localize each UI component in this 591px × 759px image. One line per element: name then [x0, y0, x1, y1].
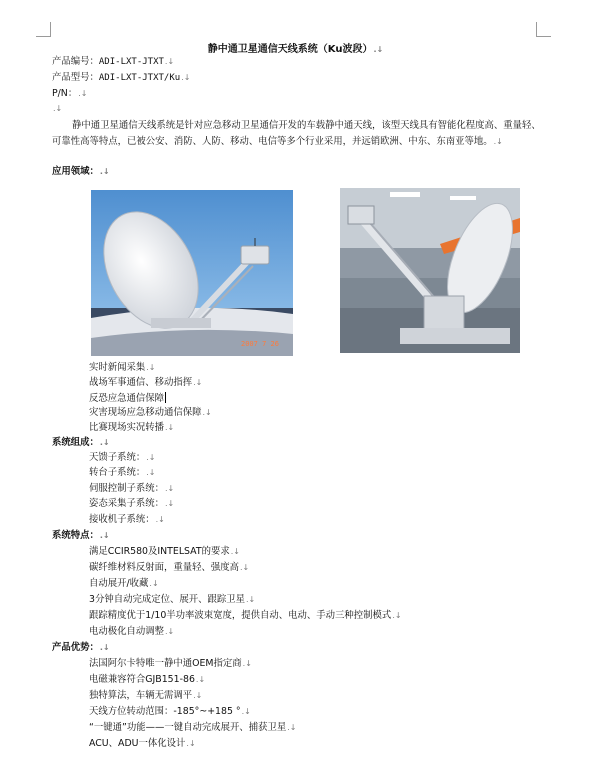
list-item: 灾害现场应急移动通信保障.↓: [89, 407, 212, 418]
field-product-number: 产品编号：ADI-LXT-JTXT.↓: [52, 56, 175, 67]
list-item: 3分钟自动完成定位、展开、跟踪卫星.↓: [89, 594, 256, 605]
page-corner-mark: [36, 22, 51, 37]
list-item: 战场军事通信、移动指挥.↓: [89, 377, 203, 388]
section-heading-applications: 应用领域：.↓: [52, 166, 110, 177]
list-item: 天线方位转动范围：-185°~+185 °.↓: [89, 706, 251, 717]
field-pn: P/N：.↓: [52, 88, 88, 99]
photo-timestamp: 2007 7 26: [241, 340, 279, 348]
list-item: 独特算法，车辆无需调平.↓: [89, 690, 203, 701]
list-item: 满足CCIR580及INTELSAT的要求.↓: [89, 546, 240, 557]
list-item: ACU、ADU一体化设计.↓: [89, 738, 196, 749]
list-item: 天馈子系统：.↓: [89, 452, 156, 463]
list-item: 跟踪精度优于1/10半功率波束宽度，提供自动、电动、手动三种控制模式.↓: [89, 610, 402, 621]
list-item: “一键通”功能——一键自动完成展开、捕获卫星.↓: [89, 722, 297, 733]
antenna-photo-workshop: [340, 188, 520, 353]
list-item: 碳纤维材料反射面，重量轻、强度高.↓: [89, 562, 250, 573]
list-item: 自动展开/收藏.↓: [89, 578, 159, 589]
list-item: 电动极化自动调整.↓: [89, 626, 175, 637]
list-item: 反恐应急通信保障: [89, 393, 165, 404]
list-item: 接收机子系统：.↓: [89, 514, 165, 525]
section-heading-advantages: 产品优势：.↓: [52, 642, 110, 653]
list-item: 转台子系统：.↓: [89, 467, 156, 478]
list-item: 实时新闻采集.↓: [89, 362, 156, 373]
field-product-model: 产品型号：ADI-LXT-JTXT/Ku.↓: [52, 72, 191, 83]
list-item: 伺服控制子系统：.↓: [89, 483, 175, 494]
text-cursor: [165, 392, 166, 403]
page-corner-mark: [536, 22, 551, 37]
section-heading-features: 系统特点：.↓: [52, 530, 110, 541]
list-item: 电磁兼容符合GJB151-86.↓: [89, 674, 206, 685]
list-item: 比赛现场实况转播.↓: [89, 422, 175, 433]
list-item: 法国阿尔卡特唯一静中通OEM指定商.↓: [89, 658, 252, 669]
antenna-photo-outdoor: [91, 190, 293, 356]
empty-paragraph: .↓: [53, 104, 63, 113]
intro-paragraph: 静中通卫星通信天线系统是针对应急移动卫星通信开发的车载静中通天线，该型天线具有智能化程度高、重量轻、可靠性高等特点，已被公安、消防、人防、移动、电信等多个行业采用，并远销欧洲、中东、东南亚等地。.↓: [52, 120, 541, 147]
doc-title: 静中通卫星通信天线系统（Ku波段）.↓: [207, 44, 384, 55]
section-heading-composition: 系统组成：.↓: [52, 437, 110, 448]
list-item: 姿态采集子系统：.↓: [89, 498, 175, 509]
